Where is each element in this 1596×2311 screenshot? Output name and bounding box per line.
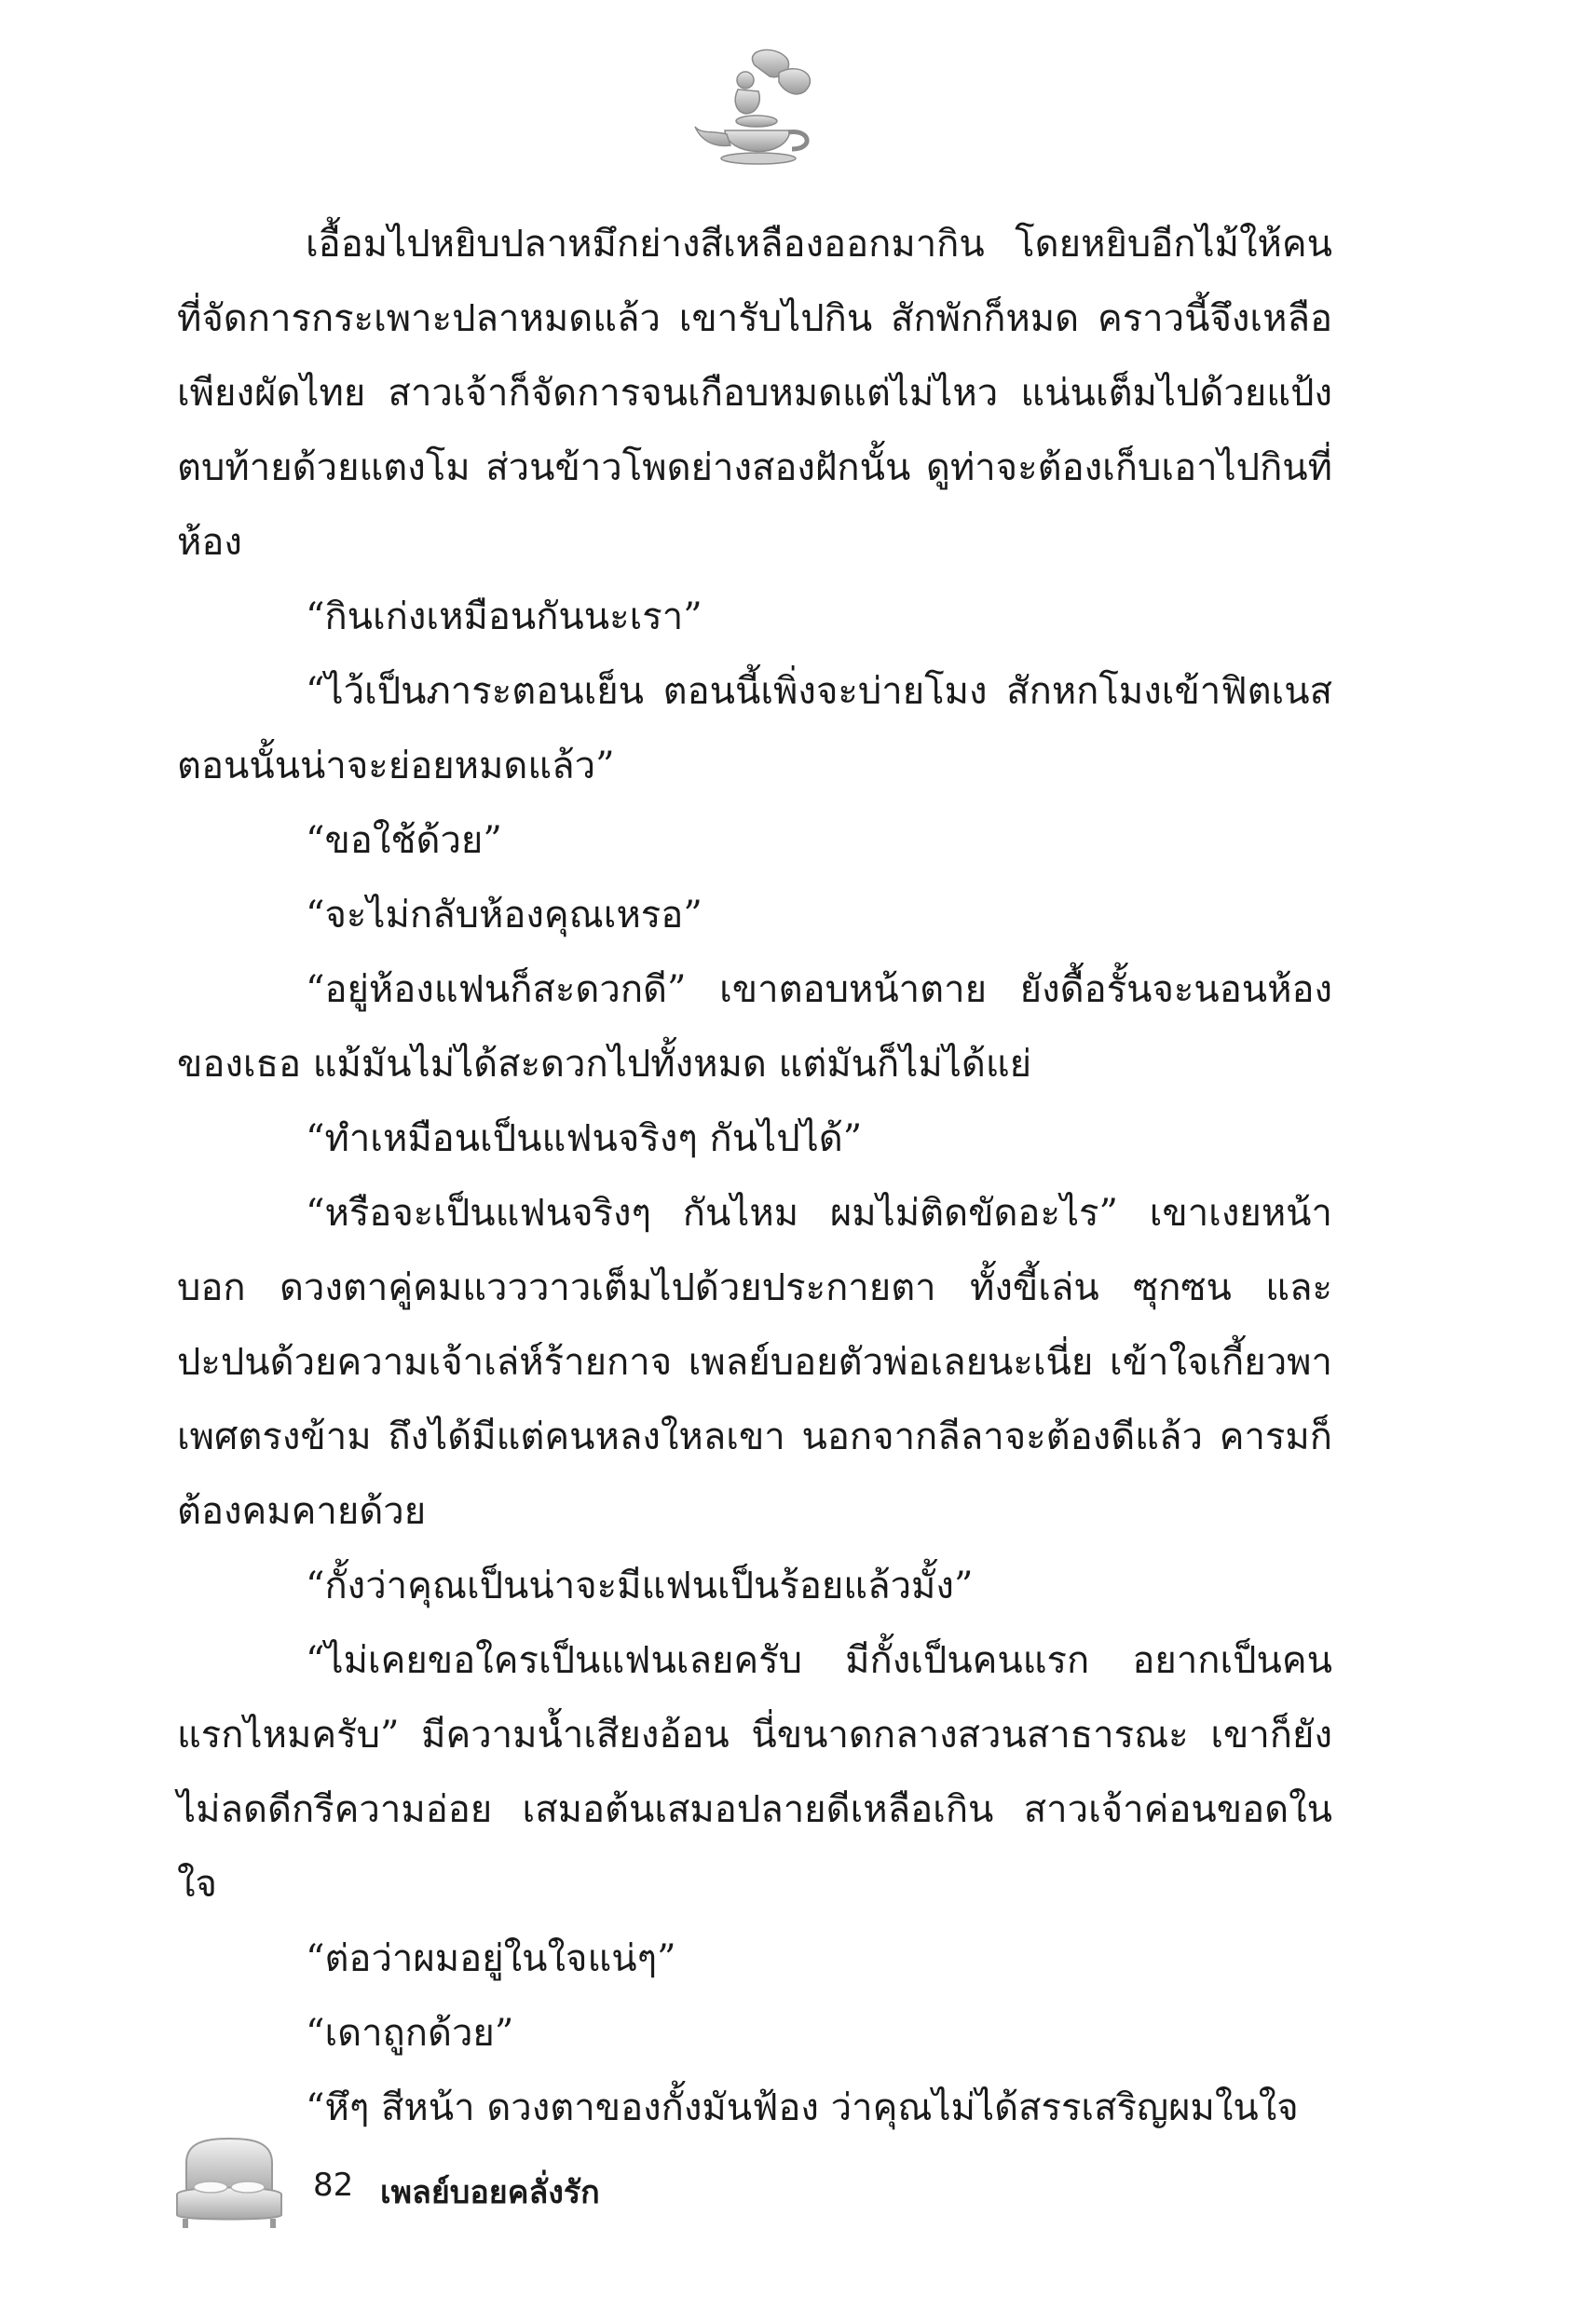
page-footer bbox=[173, 2129, 825, 2241]
paragraph: “ทำเหมือนเป็นแฟนจริงๆ กันไปได้” bbox=[306, 1117, 863, 1160]
paragraph: “หรือจะเป็นแฟนจริงๆ กันไหม ผมไม่ติดขัดอะไร” เขาเงยหน้าบอก ดวงตาคู่คมแวววาวเต็มไปด้วยประกายตา ทั้งขี้เล่น ซุกซน และปะปนด้วยความเจ้าเล่ห์ร้ายกาจ เพลย์บอยตัวพ่อเลยนะเนี่ย เข้าใจเกี้ยวพาเพศตรงข้าม ถึงได้มีแต่คนหลงใหลเขา นอกจากลีลาจะต้องดีแล้ว คารมก็ต้องคมคายด้วย bbox=[177, 1192, 1332, 1533]
paragraph: “กั้งว่าคุณเป็นน่าจะมีแฟนเป็นร้อยแล้วมั้ง” bbox=[306, 1565, 974, 1607]
cupid-teapot-ornament-icon bbox=[689, 45, 829, 175]
paragraph: “เดาถูกด้วย” bbox=[306, 2012, 514, 2055]
body-text bbox=[177, 207, 1332, 2145]
paragraph: “กินเก่งเหมือนกันนะเรา” bbox=[306, 595, 703, 638]
paragraph: “ไว้เป็นภาระตอนเย็น ตอนนี้เพิ่งจะบ่ายโมง สักหกโมงเข้าฟิตเนสตอนนั้นน่าจะย่อยหมดแล้ว” bbox=[177, 670, 1332, 787]
bed-icon bbox=[173, 2129, 285, 2232]
paragraph: “หึๆ สีหน้า ดวงตาของกั้งมันฟ้อง ว่าคุณไม่ได้สรรเสริญผมในใจ bbox=[306, 2086, 1299, 2129]
book-title: เพลย์บอยคลั่งรัก bbox=[380, 2174, 600, 2211]
page-number: 82 bbox=[313, 2167, 354, 2204]
paragraph: “ต่อว่าผมอยู่ในใจแน่ๆ” bbox=[306, 1937, 676, 1980]
paragraph: เอื้อมไปหยิบปลาหมึกย่างสีเหลืองออกมากิน โดยหยิบอีกไม้ให้คนที่จัดการกระเพาะปลาหมดแล้ว เขารับไปกิน สักพักก็หมด คราวนี้จึงเหลือเพียงผัดไทย สาวเจ้าก็จัดการจนเกือบหมดแต่ไม่ไหว แน่นเต็มไปด้วยแป้ง ตบท้ายด้วยแตงโม ส่วนข้าวโพดย่างสองฝักนั้น ดูท่าจะต้องเก็บเอาไปกินที่ห้อง bbox=[177, 223, 1332, 564]
paragraph: “อยู่ห้องแฟนก็สะดวกดี” เขาตอบหน้าตาย ยังดื้อรั้นจะนอนห้องของเธอ แม้มันไม่ได้สะดวกไปทั้งหมด แต่มันก็ไม่ได้แย่ bbox=[177, 968, 1332, 1086]
paragraph: “ขอใช้ด้วย” bbox=[306, 819, 502, 862]
paragraph: “จะไม่กลับห้องคุณเหรอ” bbox=[306, 894, 703, 937]
paragraph: “ไม่เคยขอใครเป็นแฟนเลยครับ มีกั้งเป็นคนแรก อยากเป็นคนแรกไหมครับ” มีความน้ำเสียงอ้อน นี่ขนาดกลางสวนสาธารณะ เขาก็ยังไม่ลดดีกรีความอ่อย เสมอต้นเสมอปลายดีเหลือเกิน สาวเจ้าค่อนขอดในใจ bbox=[177, 1639, 1332, 1906]
